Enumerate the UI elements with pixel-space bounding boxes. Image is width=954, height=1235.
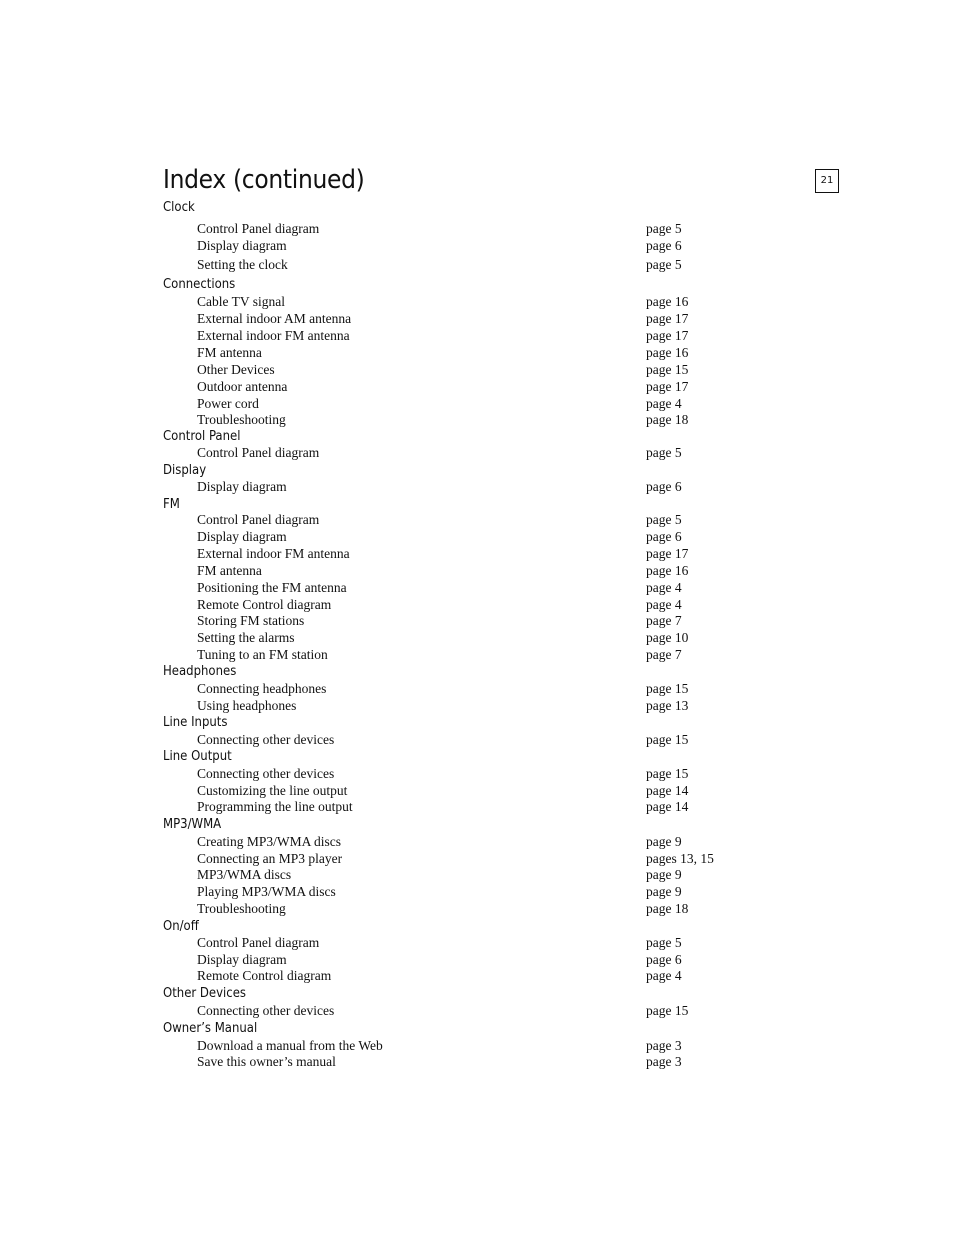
index-entry-label: Setting the alarms <box>197 630 295 645</box>
index-entry-page: page 14 <box>646 783 689 798</box>
index-entry-label: Connecting other devices <box>197 766 335 781</box>
index-heading: Connections <box>163 277 236 292</box>
index-entry-label: Control Panel diagram <box>197 512 320 527</box>
index-entry-page: page 18 <box>646 901 689 916</box>
index-entry-page: page 9 <box>646 867 682 882</box>
index-entry-label: FM antenna <box>197 563 262 578</box>
index-entry-page: page 14 <box>646 799 689 814</box>
index-entry-page: page 9 <box>646 884 682 899</box>
index-entry-label: Outdoor antenna <box>197 379 288 394</box>
index-entry-page: page 5 <box>646 445 682 460</box>
index-entry-page: page 6 <box>646 479 682 494</box>
index-entry-page: page 3 <box>646 1038 682 1053</box>
index-entry-page: page 10 <box>646 630 689 645</box>
index-entry-label: External indoor FM antenna <box>197 328 350 343</box>
index-entry-page: page 15 <box>646 732 689 747</box>
index-entry-label: Positioning the FM antenna <box>197 580 347 595</box>
index-entry-label: Using headphones <box>197 698 297 713</box>
index-entry-label: Display diagram <box>197 529 287 544</box>
index-heading: FM <box>163 497 180 512</box>
index-entry-page: page 6 <box>646 529 682 544</box>
index-entry-page: page 18 <box>646 412 689 427</box>
index-entry-page: page 15 <box>646 681 689 696</box>
index-entry-page: page 16 <box>646 345 689 360</box>
index-entry-page: page 17 <box>646 379 689 394</box>
index-entry-page: page 9 <box>646 834 682 849</box>
index-entry-page: page 15 <box>646 766 689 781</box>
index-entry-page: page 16 <box>646 294 689 309</box>
index-heading: Display <box>163 463 207 478</box>
index-heading: MP3/WMA <box>163 817 222 832</box>
index-entry-label: Customizing the line output <box>197 783 348 798</box>
index-entry-label: Other Devices <box>197 362 275 377</box>
index-entry-label: Connecting headphones <box>197 681 327 696</box>
index-entry-label: Display diagram <box>197 238 287 253</box>
index-entry-label: External indoor FM antenna <box>197 546 350 561</box>
index-entry-label: Connecting other devices <box>197 1003 335 1018</box>
index-entry-label: Save this owner’s manual <box>197 1054 336 1069</box>
index-entry-page: page 15 <box>646 362 689 377</box>
index-entry-page: page 5 <box>646 257 682 272</box>
index-entry-label: Connecting an MP3 player <box>197 851 343 866</box>
index-entry-label: Control Panel diagram <box>197 935 320 950</box>
index-entry-label: Connecting other devices <box>197 732 335 747</box>
index-entry-label: Remote Control diagram <box>197 968 332 983</box>
index-entry-page: page 4 <box>646 396 682 411</box>
index-heading: Headphones <box>163 664 237 679</box>
index-entry-page: page 4 <box>646 597 682 612</box>
index-entry-page: page 6 <box>646 952 682 967</box>
index-entry-page: pages 13, 15 <box>646 851 714 866</box>
page-number-box: 21 <box>815 169 839 193</box>
index-heading: On/off <box>163 919 199 934</box>
index-heading: Control Panel <box>163 429 241 444</box>
index-entry-label: Download a manual from the Web <box>197 1038 383 1053</box>
index-entry-page: page 16 <box>646 563 689 578</box>
index-entry-page: page 17 <box>646 328 689 343</box>
page-title: Index (continued) <box>163 165 365 195</box>
index-heading: Clock <box>163 200 195 215</box>
index-entry-label: Troubleshooting <box>197 412 286 427</box>
index-heading: Line Output <box>163 749 232 764</box>
index-entry-label: Cable TV signal <box>197 294 285 309</box>
index-heading: Owner’s Manual <box>163 1021 258 1036</box>
index-heading: Other Devices <box>163 986 247 1001</box>
index-entry-page: page 7 <box>646 613 682 628</box>
index-entry-label: Display diagram <box>197 479 287 494</box>
index-entry-page: page 4 <box>646 968 682 983</box>
index-entry-label: Storing FM stations <box>197 613 305 628</box>
index-entry-page: page 17 <box>646 311 689 326</box>
index-entry-label: Power cord <box>197 396 259 411</box>
index-entry-page: page 5 <box>646 935 682 950</box>
index-entry-label: Display diagram <box>197 952 287 967</box>
index-entry-page: page 5 <box>646 512 682 527</box>
index-entry-label: Programming the line output <box>197 799 353 814</box>
index-entry-page: page 17 <box>646 546 689 561</box>
index-entry-page: page 13 <box>646 698 689 713</box>
index-entry-page: page 15 <box>646 1003 689 1018</box>
index-entry-label: Troubleshooting <box>197 901 286 916</box>
index-entry-page: page 5 <box>646 221 682 236</box>
index-entry-label: Control Panel diagram <box>197 445 320 460</box>
index-entry-label: External indoor AM antenna <box>197 311 352 326</box>
index-entry-page: page 7 <box>646 647 682 662</box>
index-entry-label: Setting the clock <box>197 257 288 272</box>
index-entry-label: MP3/WMA discs <box>197 867 292 882</box>
index-entry-page: page 3 <box>646 1054 682 1069</box>
index-entry-label: Control Panel diagram <box>197 221 320 236</box>
index-heading: Line Inputs <box>163 715 228 730</box>
index-entry-label: Playing MP3/WMA discs <box>197 884 336 899</box>
index-entry-page: page 6 <box>646 238 682 253</box>
index-entry-label: FM antenna <box>197 345 262 360</box>
index-entry-page: page 4 <box>646 580 682 595</box>
index-entry-label: Remote Control diagram <box>197 597 332 612</box>
index-entry-label: Tuning to an FM station <box>197 647 328 662</box>
index-entry-label: Creating MP3/WMA discs <box>197 834 341 849</box>
